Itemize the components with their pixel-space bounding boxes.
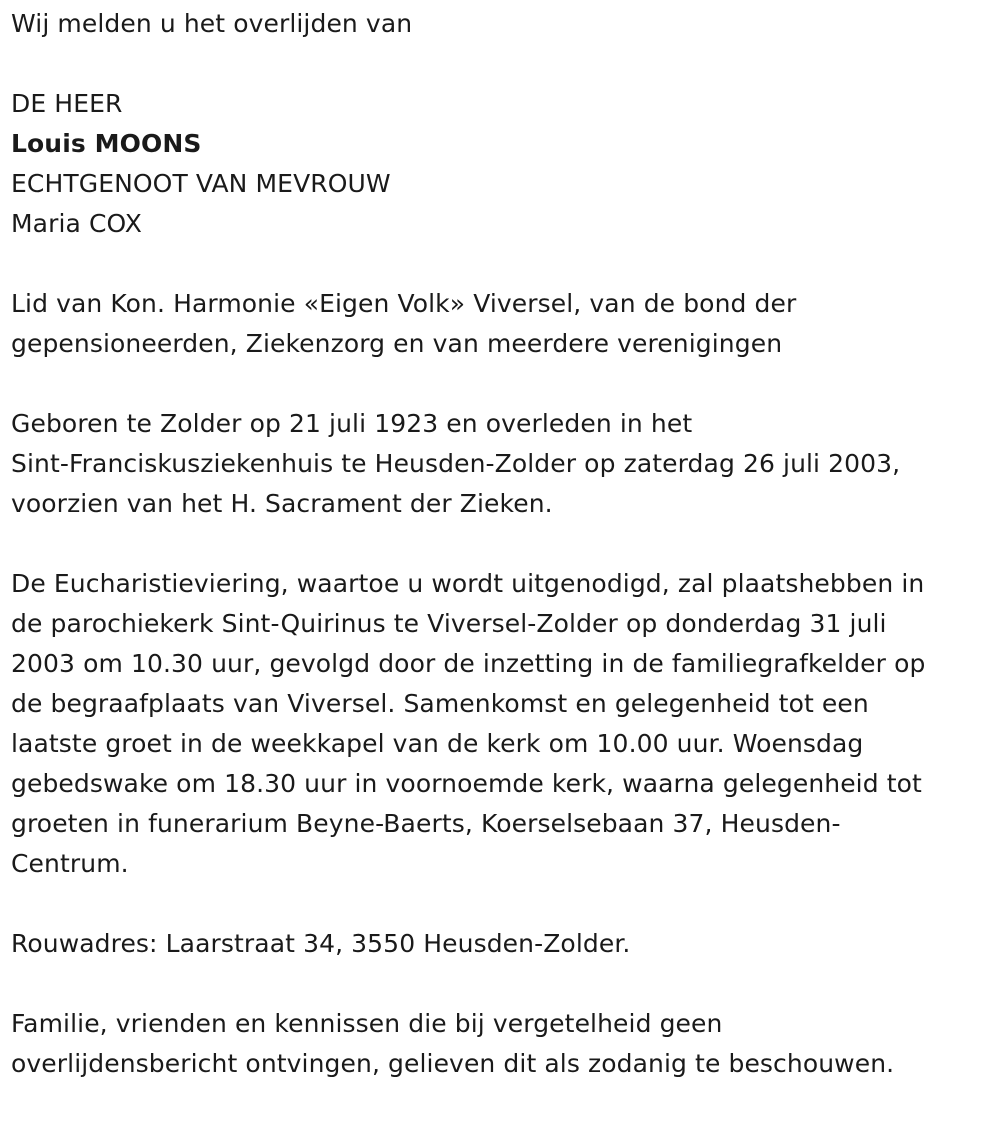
ceremony-paragraph [11,564,986,884]
membership-line: Lid van Kon. Harmonie «Eigen Volk» Viversel, van de bond der [11,289,797,318]
ceremony-line: de parochiekerk Sint-Quirinus te Viversel-Zolder op donderdag 31 juli [11,609,887,638]
closing-line: overlijdensbericht ontvingen, gelieven dit als zodanig te beschouwen. [11,1049,895,1078]
intro-text: Wij melden u het overlijden van [11,9,413,38]
ceremony-line: laatste groet in de weekkapel van de kerk om 10.00 uur. Woensdag [11,729,864,758]
ceremony-line: De Eucharistieviering, waartoe u wordt uitgenodigd, zal plaatshebben in [11,569,925,598]
closing-line: Familie, vrienden en kennissen die bij vergetelheid geen [11,1009,723,1038]
spacer [11,884,986,924]
spacer [11,964,986,1004]
birth-death-paragraph [11,404,986,524]
membership-paragraph [11,284,986,364]
mourning-address: Rouwadres: Laarstraat 34, 3550 Heusden-Zolder. [11,929,631,958]
closing-paragraph [11,1004,986,1084]
birth-death-line: Sint-Franciskusziekenhuis te Heusden-Zolder op zaterdag 26 juli 2003, [11,449,901,478]
title-prefix: DE HEER [11,89,123,118]
spacer [11,364,986,404]
spacer [11,524,986,564]
ceremony-line: groeten in funerarium Beyne-Baerts, Koerselsebaan 37, Heusden- [11,809,841,838]
birth-death-line: voorzien van het H. Sacrament der Zieken. [11,489,553,518]
birth-death-line: Geboren te Zolder op 21 juli 1923 en overleden in het [11,409,693,438]
spouse-label: ECHTGENOOT VAN MEVROUW [11,169,391,198]
ceremony-line: de begraafplaats van Viversel. Samenkomst en gelegenheid tot een [11,689,869,718]
ceremony-line: 2003 om 10.30 uur, gevolgd door de inzetting in de familiegrafkelder op [11,649,926,678]
membership-line: gepensioneerden, Ziekenzorg en van meerdere verenigingen [11,329,783,358]
spouse-name: Maria COX [11,209,142,238]
ceremony-line: Centrum. [11,849,129,878]
spacer [11,244,986,284]
deceased-name: Louis MOONS [11,129,202,158]
ceremony-line: gebedswake om 18.30 uur in voornoemde kerk, waarna gelegenheid tot [11,769,922,798]
obituary-document [11,4,986,1084]
spacer [11,44,986,84]
